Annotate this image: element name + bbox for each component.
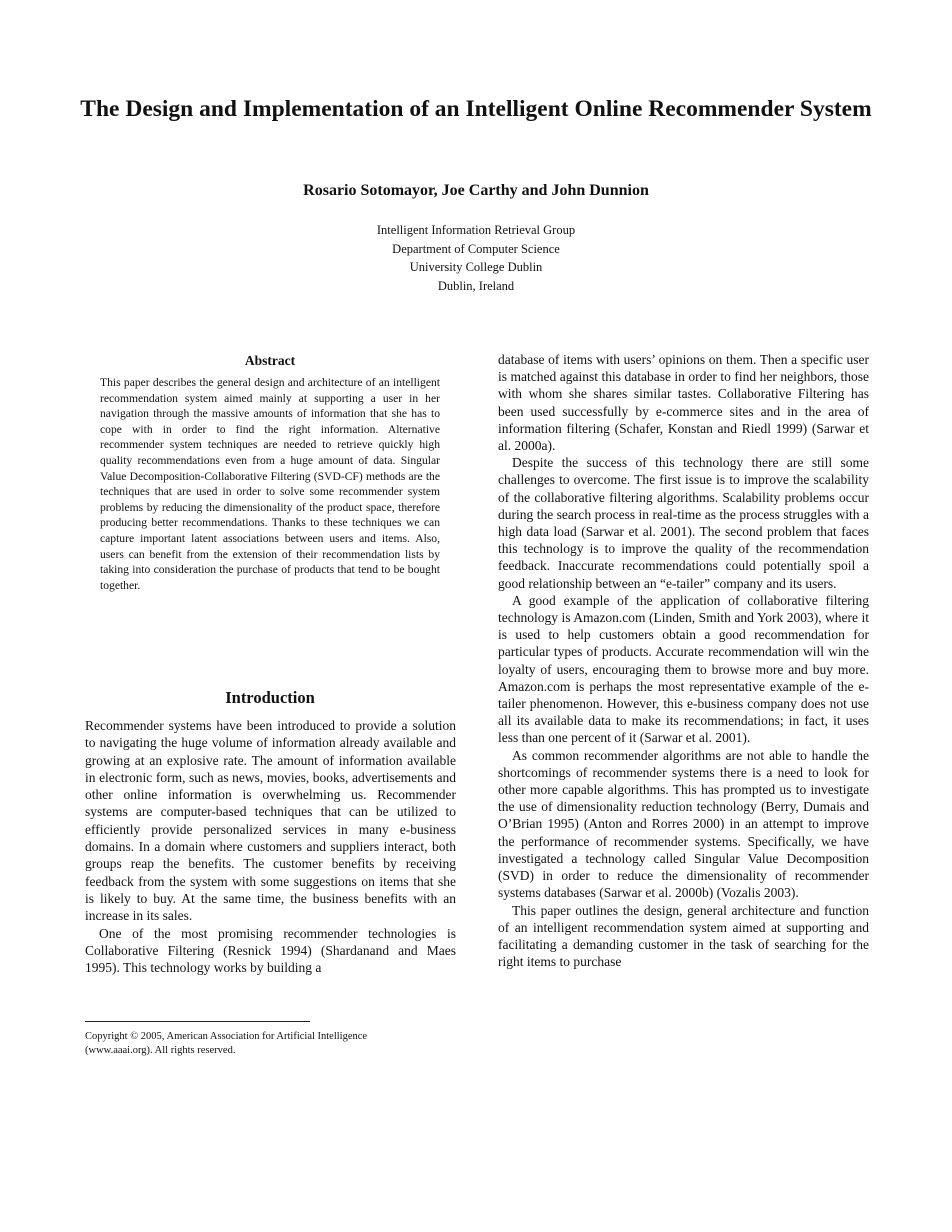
paper-title: The Design and Implementation of an Intelligent Online Recommender System — [80, 96, 872, 122]
footnote-line: (www.aaai.org). All rights reserved. — [85, 1045, 236, 1056]
body-paragraph: database of items with users’ opinions on them. Then a specific user is matched against this database in order to find her neighbors, those with whom she shares similar tastes. Collaborative Filtering has been used successfully by e-commerce sites and in the area of information filtering (Schafer, Konstan and Riedl 1999) (Sarwar et al. 2000a). — [498, 352, 869, 454]
abstract-heading: Abstract — [244, 353, 296, 368]
affiliation-university: University College Dublin — [409, 260, 543, 275]
body-paragraph: Despite the success of this technology there are still some challenges to overcome. The first issue is to improve the scalability of the collaborative filtering algorithms. Scalability problems occur during the search process in real-time as the process struggles with a high data load (Sarwar et al. 2001). The second problem that faces this technology is to improve the quality of the recommendation feedback. Inaccurate recommendations could potentially spoil a good relationship between an “e-tailer” company and its users. — [498, 455, 869, 591]
body-paragraph: Recommender systems have been introduced to provide a solution to navigating the huge volume of information already available and growing at an explosive rate. The amount of information available in electronic form, such as news, movies, books, advertisements and other online information is overwhelming us. Recommender systems are computer-based techniques that can be utilized to efficiently provide personalized services in many e-business domains. In a domain where customers and suppliers interact, both groups reap the benefits. The customer benefits by receiving feedback from the system with some suggestions on items that she is likely to buy. At the same time, the business benefits with an increase in its sales. — [85, 718, 456, 924]
right-column-text — [498, 351, 869, 970]
body-paragraph: This paper outlines the design, general architecture and function of an intelligent recommendation system aimed at supporting and facilitating a demanding customer in the task of searching for the right items to purchase — [498, 902, 869, 970]
introduction-heading: Introduction — [225, 688, 315, 707]
paper-authors: Rosario Sotomayor, Joe Carthy and John Dunnion — [303, 182, 649, 199]
affiliation-group: Intelligent Information Retrieval Group — [376, 223, 576, 237]
abstract-body: This paper describes the general design and architecture of an intelligent recommendation system aimed mainly at supporting a user in her navigation through the massive amounts of information that she has to cope with in order to find the right information. Alternative recommender system techniques are needed to retrieve quickly high quality recommendations even from a huge amount of data. Singular Value Decomposition-Collaborative Filtering (SVD-CF) methods are the techniques that are used in order to solve some recommender system problems by reducing the dimensionality of the product space, therefore producing better recommendations. Thanks to these techniques we can capture important latent associations between users and items. Also, users can benefit from the extension of their recommendation lists by taking into consideration the purchase of products that tend to be bought together. — [100, 376, 440, 592]
affiliation-location: Dublin, Ireland — [437, 278, 515, 293]
body-paragraph: One of the most promising recommender technologies is Collaborative Filtering (Resnick 1994) (Shardanand and Maes 1995). This technology works by building a — [85, 925, 456, 976]
left-column-text — [85, 717, 456, 976]
footnote-divider — [85, 1021, 310, 1022]
affiliation-department: Department of Computer Science — [392, 241, 560, 256]
body-paragraph: A good example of the application of collaborative filtering technology is Amazon.com (Linden, Smith and York 2003), where it is used to help customers obtain a good recommendation for particular types of products. Accurate recommendation will win the loyalty of users, encouraging them to browse more and buy more. Amazon.com is perhaps the most representative example of the e-tailer phenomenon. However, this e-business company does not use all its available data to make its recommendations; in fact, it uses less than one percent of it (Sarwar et al. 2001). — [498, 592, 869, 746]
copyright-footnote — [85, 1030, 456, 1058]
affiliation-block — [200, 221, 752, 295]
body-paragraph: As common recommender algorithms are not able to handle the shortcomings of recommender systems there is a need to look for other more capable algorithms. This has prompted us to investigate the use of dimensionality reduction technology (Berry, Dumais and O’Brian 1995) (Anton and Rorres 2000) in an attempt to improve the performance of recommender systems. Specifically, we have investigated a technology called Singular Value Decomposition (SVD) in order to reduce the dimensionality of recommender systems databases (Sarwar et al. 2000b) (Vozalis 2003). — [498, 747, 869, 901]
footnote-line: Copyright © 2005, American Association for Artificial Intelligence — [85, 1031, 368, 1042]
